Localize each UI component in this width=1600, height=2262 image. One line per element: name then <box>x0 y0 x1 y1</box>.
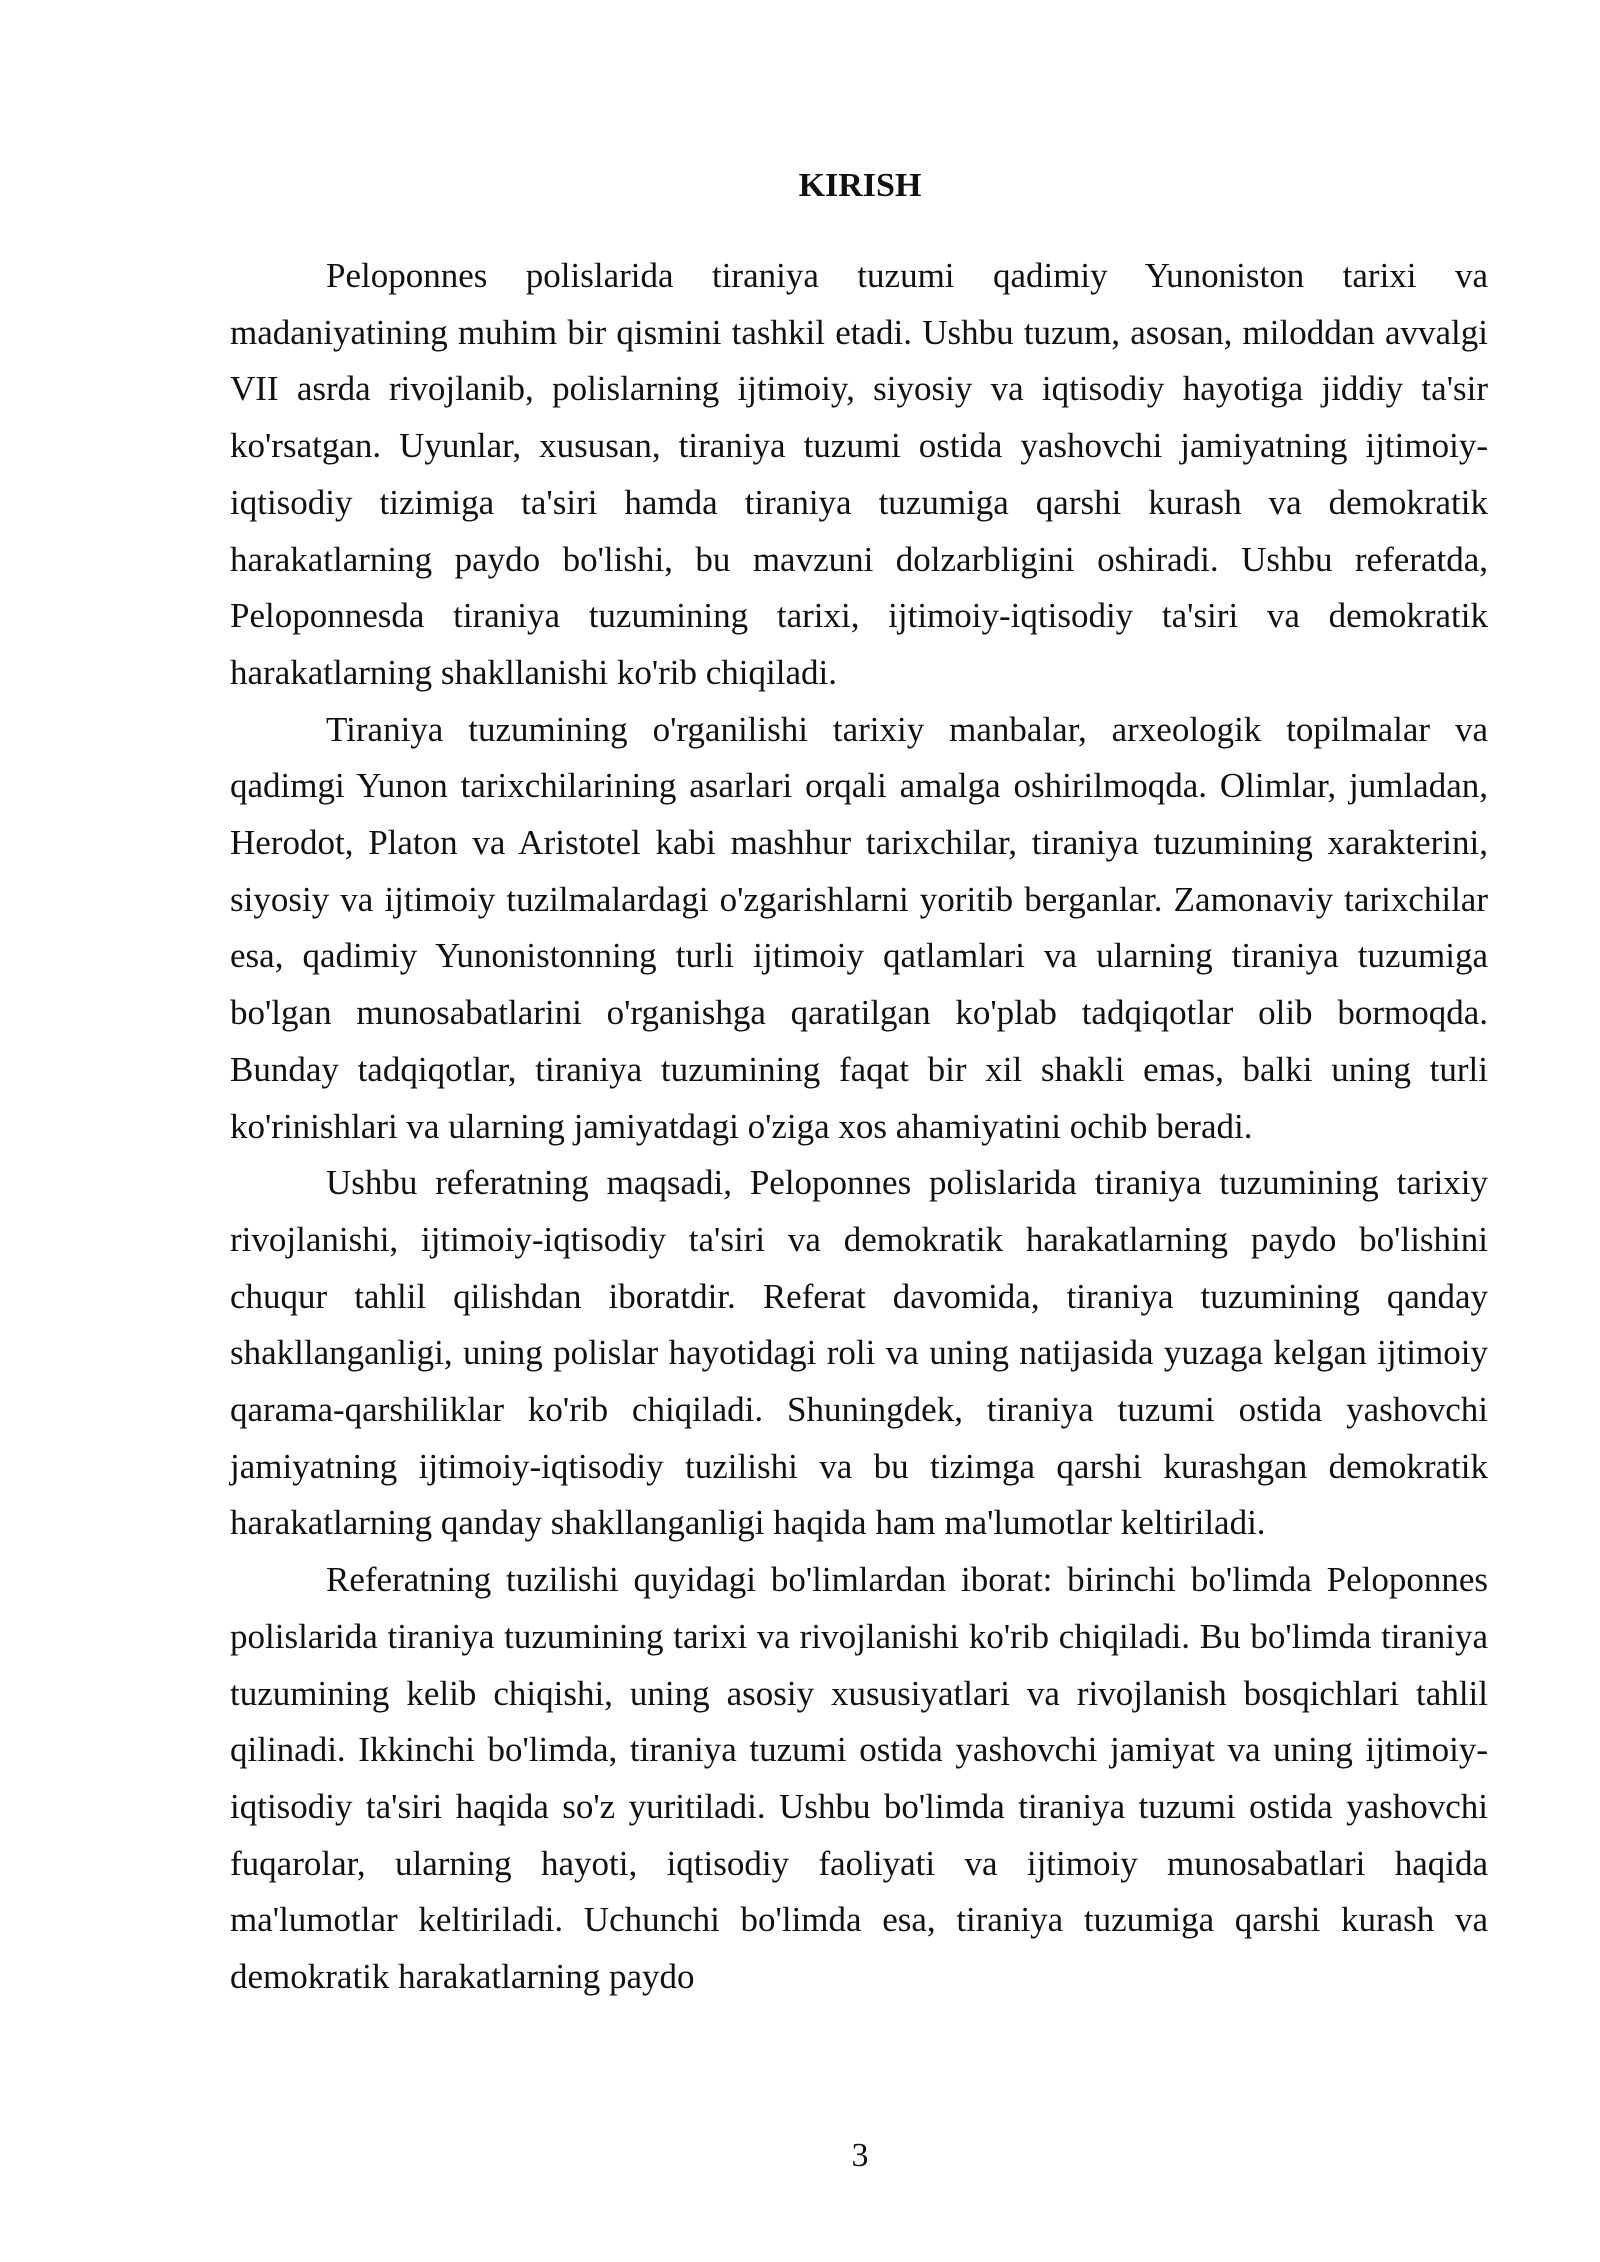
body-text <box>230 248 1488 2006</box>
paragraph: Peloponnes polislarida tiraniya tuzumi qadimiy Yunoniston tarixi va madaniyatining muhim bir qismini tashkil etadi. Ushbu tuzum, asosan, miloddan avvalgi VII asrda rivojlanib, polislarning ijtimoiy, siyosiy va iqtisodiy hayotiga jiddiy ta'sir ko'rsatgan. Uyunlar, xususan, tiraniya tuzumi ostida yashovchi jamiyatning ijtimoiy-iqtisodiy tizimiga ta'siri hamda tiraniya tuzumiga qarshi kurash va demokratik harakatlarning paydo bo'lishi, bu mavzuni dolzarbligini oshiradi. Ushbu referatda, Peloponnesda tiraniya tuzumining tarixi, ijtimoiy-iqtisodiy ta'siri va demokratik harakatlarning shakllanishi ko'rib chiqiladi. <box>230 256 1488 692</box>
paragraph: Ushbu referatning maqsadi, Peloponnes polislarida tiraniya tuzumining tarixiy rivojlanishi, ijtimoiy-iqtisodiy ta'siri va demokratik harakatlarning paydo bo'lishini chuqur tahlil qilishdan iboratdir. Referat davomida, tiraniya tuzumining qanday shakllanganligi, uning polislar hayotidagi roli va uning natijasida yuzaga kelgan ijtimoiy qarama-qarshiliklar ko'rib chiqiladi. Shuningdek, tiraniya tuzumi ostida yashovchi jamiyatning ijtimoiy-iqtisodiy tuzilishi va bu tizimga qarshi kurashgan demokratik harakatlarning qanday shakllanganligi haqida ham ma'lumotlar keltiriladi. <box>230 1163 1488 1543</box>
page-number: 3 <box>851 2137 869 2174</box>
paragraph: Tiraniya tuzumining o'rganilishi tarixiy manbalar, arxeologik topilmalar va qadimgi Yunon tarixchilarining asarlari orqali amalga oshirilmoqda. Olimlar, jumladan, Herodot, Platon va Aristotel kabi mashhur tarixchilar, tiraniya tuzumining xarakterini, siyosiy va ijtimoiy tuzilmalardagi o'zgarishlarni yoritib berganlar. Zamonaviy tarixchilar esa, qadimiy Yunonistonning turli ijtimoiy qatlamlari va ularning tiraniya tuzumiga bo'lgan munosabatlarini o'rganishga qaratilgan ko'plab tadqiqotlar olib bormoqda. Bunday tadqiqotlar, tiraniya tuzumining faqat bir xil shakli emas, balki uning turli ko'rinishlari va ularning jamiyatdagi o'ziga xos ahamiyatini ochib beradi. <box>230 709 1488 1146</box>
paragraph: Referatning tuzilishi quyidagi bo'limlardan iborat: birinchi bo'limda Peloponnes polislarida tiraniya tuzumining tarixi va rivojlanishi ko'rib chiqiladi. Bu bo'limda tiraniya tuzumining kelib chiqishi, uning asosiy xususiyatlari va rivojlanish bosqichlari tahlil qilinadi. Ikkinchi bo'limda, tiraniya tuzumi ostida yashovchi jamiyat va uning ijtimoiy-iqtisodiy ta'siri haqida so'z yuritiladi. Ushbu bo'limda tiraniya tuzumi ostida yashovchi fuqarolar, ularning hayoti, iqtisodiy faoliyati va ijtimoiy munosabatlari haqida ma'lumotlar keltiriladi. Uchunchi bo'limda esa, tiraniya tuzumiga qarshi kurash va demokratik harakatlarning paydo <box>230 1560 1488 1997</box>
page-title: KIRISH <box>798 167 922 204</box>
